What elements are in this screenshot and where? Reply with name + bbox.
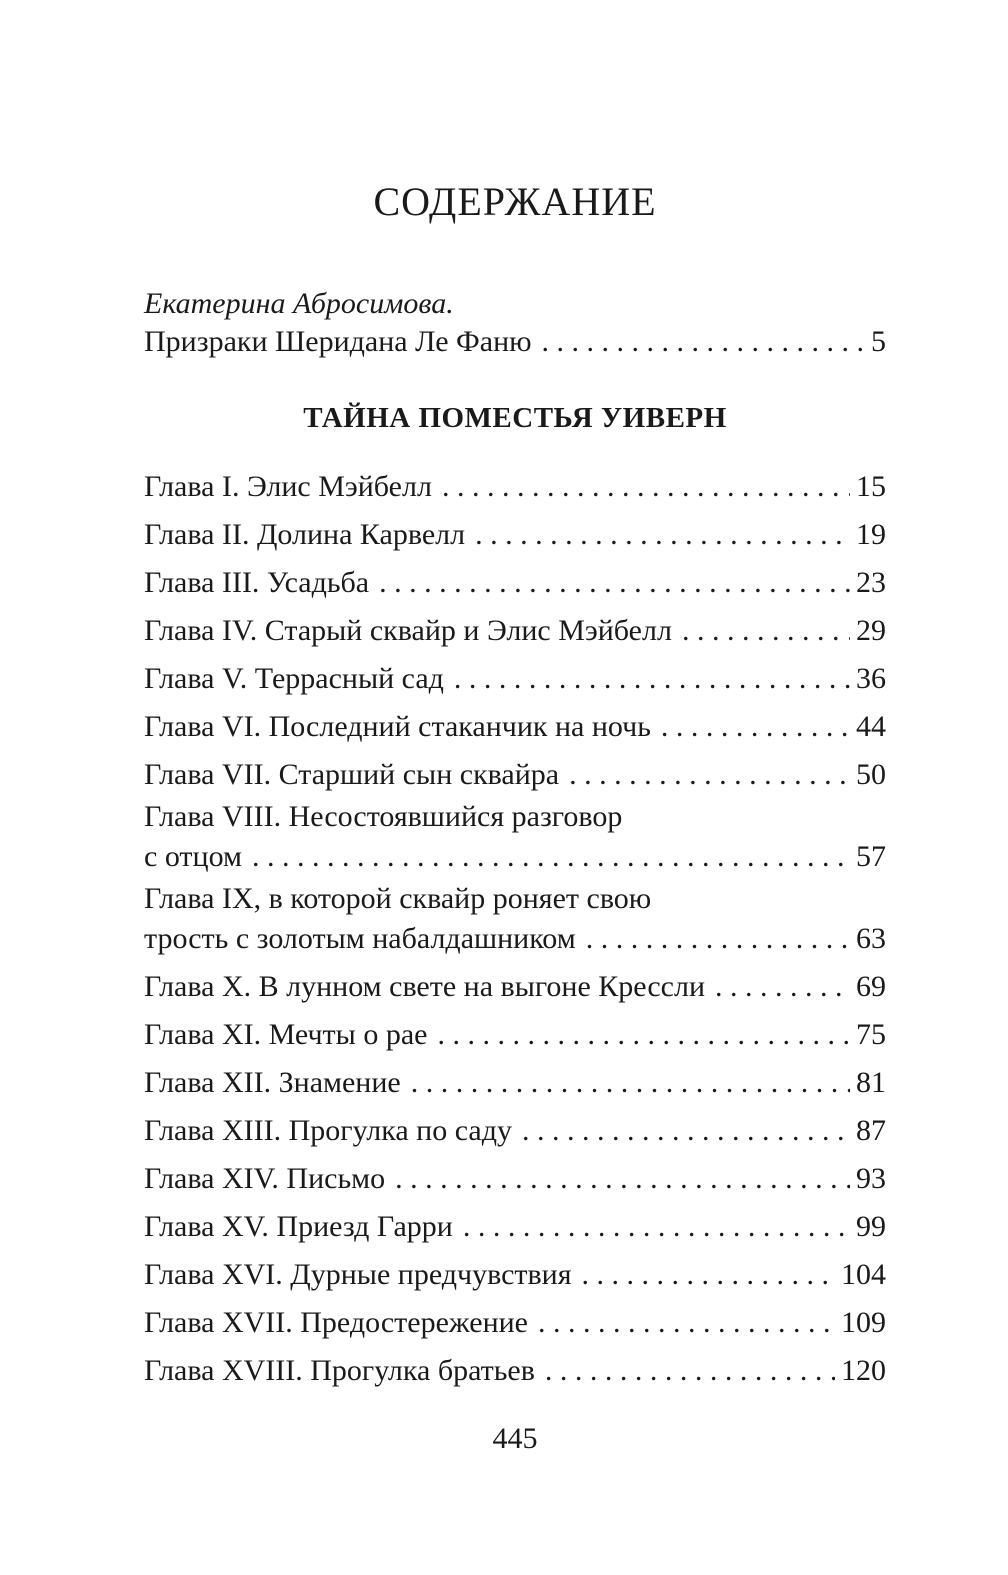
toc-entry [144, 607, 886, 655]
entry-title: Призраки Шеридана Ле Фаню [144, 325, 532, 358]
toc-entry [144, 751, 886, 799]
entry-title: Глава IV. Старый сквайр и Элис Мэйбелл [144, 614, 672, 647]
chapter-list [144, 463, 886, 1395]
toc-entry [144, 511, 886, 559]
section-title: ТАЙНА ПОМЕСТЬЯ УИВЕРН [303, 402, 727, 434]
toc-entry [144, 323, 886, 363]
dot-leader [454, 655, 850, 703]
entry-page-number: 44 [856, 710, 886, 743]
toc-entry [144, 703, 886, 751]
entry-title: Глава XVI. Дурные предчувствия [144, 1258, 572, 1291]
entry-page-number: 19 [856, 518, 886, 551]
dot-leader [538, 1299, 835, 1347]
dot-leader [569, 751, 850, 799]
toc-page [144, 0, 886, 1575]
entry-page-number: 23 [856, 566, 886, 599]
entry-page-number: 87 [856, 1114, 886, 1147]
entry-page-number: 109 [841, 1306, 886, 1339]
dot-leader [661, 703, 850, 751]
dot-leader [463, 1203, 850, 1251]
entry-title: Глава VII. Старший сын сквайра [144, 758, 560, 791]
entry-page-number: 5 [871, 325, 886, 358]
entry-page-number: 29 [856, 614, 886, 647]
entry-page-number: 36 [856, 662, 886, 695]
entry-page-number: 81 [856, 1066, 886, 1099]
dot-leader [682, 607, 850, 655]
entry-title: Глава XIV. Письмо [144, 1162, 386, 1195]
dot-leader [395, 1155, 850, 1203]
entry-page-number: 120 [841, 1354, 886, 1387]
entry-title-line1: Глава VIII. Несостоявшийся разговор [144, 800, 623, 833]
entry-title: Глава XVIII. Прогулка братьев [144, 1354, 535, 1387]
toc-entry-multiline [144, 881, 886, 963]
dot-leader [586, 917, 850, 961]
dot-leader [582, 1251, 835, 1299]
intro-entry [144, 285, 886, 363]
entry-page-number: 75 [856, 1018, 886, 1051]
entry-title: Глава XI. Мечты о рае [144, 1018, 428, 1051]
dot-leader [437, 1011, 850, 1059]
entry-title: с отцом [144, 840, 242, 873]
entry-page-number: 50 [856, 758, 886, 791]
toc-entry [144, 1155, 886, 1203]
dot-leader [715, 963, 850, 1011]
entry-title: Глава XVII. Предостережение [144, 1306, 528, 1339]
dot-leader [545, 1347, 835, 1395]
intro-author: Екатерина Абросимова. [144, 287, 454, 320]
entry-title: Глава VI. Последний стаканчик на ночь [144, 710, 651, 743]
entry-title: Глава X. В лунном свете на выгоне Крессли [144, 970, 706, 1003]
entry-title: Глава II. Долина Карвелл [144, 518, 466, 551]
page-title: СОДЕРЖАНИЕ [373, 179, 657, 224]
entry-title: Глава III. Усадьба [144, 566, 370, 599]
entry-title: Глава I. Элис Мэйбелл [144, 470, 432, 503]
toc-entry [144, 463, 886, 511]
toc-entry [144, 655, 886, 703]
toc-entry [144, 1059, 886, 1107]
toc-entry [144, 1203, 886, 1251]
dot-leader [442, 463, 850, 511]
toc-entry [144, 1107, 886, 1155]
dot-leader [379, 559, 850, 607]
entry-title: Глава XV. Приезд Гарри [144, 1210, 453, 1243]
toc-entry [144, 1347, 886, 1395]
entry-page-number: 15 [856, 470, 886, 503]
toc-entry [144, 835, 886, 881]
dot-leader [522, 1107, 850, 1155]
entry-page-number: 93 [856, 1162, 886, 1195]
toc-entry [144, 963, 886, 1011]
entry-page-number: 99 [856, 1210, 886, 1243]
entry-title: Глава V. Террасный сад [144, 662, 444, 695]
toc-entry [144, 1251, 886, 1299]
toc-entry-multiline [144, 799, 886, 881]
entry-page-number: 69 [856, 970, 886, 1003]
entry-title-line1: Глава IX, в которой сквайр роняет свою [144, 882, 652, 915]
dot-leader [542, 323, 865, 361]
entry-title: трость с золотым набалдашником [144, 922, 576, 955]
dot-leader [411, 1059, 850, 1107]
dot-leader [252, 835, 850, 879]
toc-entry [144, 1299, 886, 1347]
page-number-folio: 445 [492, 1422, 538, 1455]
toc-entry [144, 1011, 886, 1059]
toc-entry [144, 559, 886, 607]
toc-entry [144, 917, 886, 963]
entry-page-number: 57 [856, 840, 886, 873]
entry-title: Глава XIII. Прогулка по саду [144, 1114, 512, 1147]
entry-page-number: 63 [856, 922, 886, 955]
entry-title: Глава XII. Знамение [144, 1066, 401, 1099]
entry-page-number: 104 [841, 1258, 886, 1291]
dot-leader [475, 511, 850, 559]
